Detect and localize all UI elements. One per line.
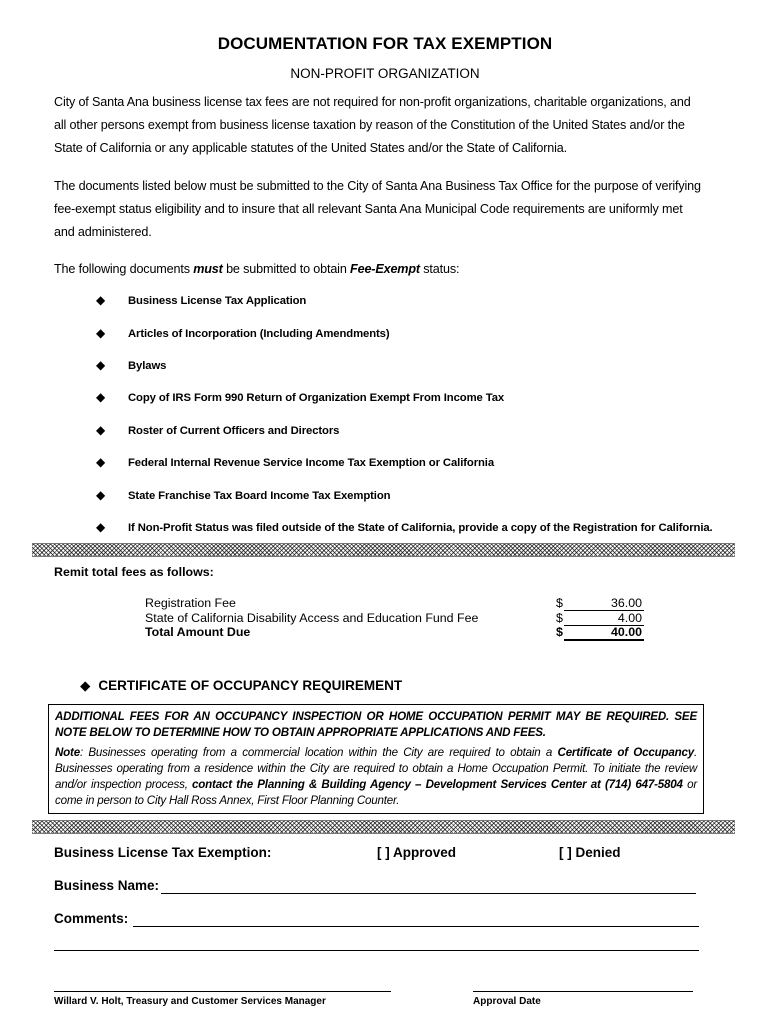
list-item: ◆ Federal Internal Revenue Service Income Tax Exemption or California [96,455,495,469]
certificate-heading-text: CERTIFICATE OF OCCUPANCY REQUIREMENT [98,678,403,693]
diamond-bullet-icon: ◆ [96,455,106,469]
page-subtitle: NON-PROFIT ORGANIZATION [290,66,480,81]
intro-paragraph-2: The documents listed below must be submitted to the City of Santa Ana Business Tax Office for the purpose of verifying fee-exempt status eligibility and to insure that all relevant Santa Ana Municipal Code requirements are uniformly met and administered. [54,179,701,239]
intro-paragraph-1: City of Santa Ana business license tax fees are not required for non-profit organizations, charitable organizations, and all other persons exempt from business license taxation by reason of the Constitution of the United States and/or the State of California or any applicable statutes of the United States and/or the State of California. [54,95,691,155]
diamond-bullet-icon: ◆ [96,488,106,502]
para3-fee-exempt: Fee-Exempt [350,262,420,276]
certificate-notice: ADDITIONAL FEES FOR AN OCCUPANCY INSPECTION OR HOME OCCUPATION PERMIT MAY BE REQUIRED. SEE NOTE BELOW TO DETERMINE HOW TO OBTAIN APPROPRIATE APPLICATIONS AND FEES. [55,710,697,739]
fee-row-registration [145,596,645,611]
fee-currency: $ [556,625,563,639]
fee-label: Total Amount Due [145,625,251,639]
list-item: ◆ If Non-Profit Status was filed outside of the State of California, provide a copy of the Registration for California. [96,520,713,534]
denied-checkbox[interactable]: [ ] Denied [559,845,621,860]
hatched-divider [32,820,735,834]
exemption-label: Business License Tax Exemption: [54,845,272,860]
approved-checkbox[interactable]: [ ] Approved [377,845,456,860]
certificate-notice-box [48,704,704,814]
fee-currency: $ [556,596,563,610]
certificate-note: Note: Businesses operating from a commercial location within the City are required to obtain a Certificate of Occupancy. Businesses operating from a residence within the City are required to obtain a Home Occupation Permit. To initiate the review and/or inspection process, contact the Planning & Building Agency – Development Services Center at (714) 647-5804 or come in person to City Hall Ross Annex, First Floor Planning Counter. [55,746,697,807]
para3-mid: be submitted to obtain [222,262,351,276]
para3-must: must [193,262,223,276]
note-label: Note [55,746,80,759]
fee-row-total [145,625,645,640]
list-item: ◆ Articles of Incorporation (Including Amendments) [96,326,390,340]
comments-label: Comments: [54,911,129,926]
fee-currency: $ [556,611,563,625]
fee-amount: 40.00 [564,625,644,641]
fee-label: State of California Disability Access and Education Fund Fee [145,611,479,625]
business-name-field[interactable] [161,893,696,894]
comments-field-line-2[interactable] [54,950,699,951]
list-item: ◆ Copy of IRS Form 990 Return of Organization Exempt From Income Tax [96,390,505,404]
fee-amount: 4.00 [564,611,644,626]
diamond-bullet-icon: ◆ [96,390,106,404]
diamond-bullet-icon: ◆ [96,520,106,534]
approval-date-line[interactable] [473,991,693,992]
list-item: ◆ Bylaws [96,358,167,372]
certificate-heading [80,678,402,694]
hatched-divider [32,543,735,557]
para3-pre: The following documents [54,262,194,276]
note-contact: contact the Planning & Building Agency – Development Services Center at (714) 647-5804 [192,778,683,791]
fee-label: Registration Fee [145,596,236,610]
business-name-label: Business Name: [54,878,160,893]
diamond-bullet-icon: ◆ [96,423,106,437]
para3-post: status: [419,262,460,276]
fees-heading: Remit total fees as follows: [54,565,214,579]
intro-paragraph-3 [54,258,704,281]
note-certificate: Certificate of Occupancy [557,746,694,759]
fee-row-disability-fund [145,611,645,626]
diamond-bullet-icon: ◆ [96,326,106,340]
diamond-bullet-icon: ◆ [96,293,106,307]
list-item: ◆ Business License Tax Application [96,293,307,307]
diamond-bullet-icon: ◆ [80,678,91,693]
signer-name: Willard V. Holt, Treasury and Customer Services Manager [54,996,326,1007]
page-title: DOCUMENTATION FOR TAX EXEMPTION [217,34,553,53]
list-item: ◆ State Franchise Tax Board Income Tax Exemption [96,488,391,502]
diamond-bullet-icon: ◆ [96,358,106,372]
approval-date-label: Approval Date [473,996,541,1007]
signature-line[interactable] [54,991,391,992]
list-item: ◆ Roster of Current Officers and Directors [96,423,340,437]
fee-amount: 36.00 [564,596,644,611]
comments-field[interactable] [133,926,699,927]
